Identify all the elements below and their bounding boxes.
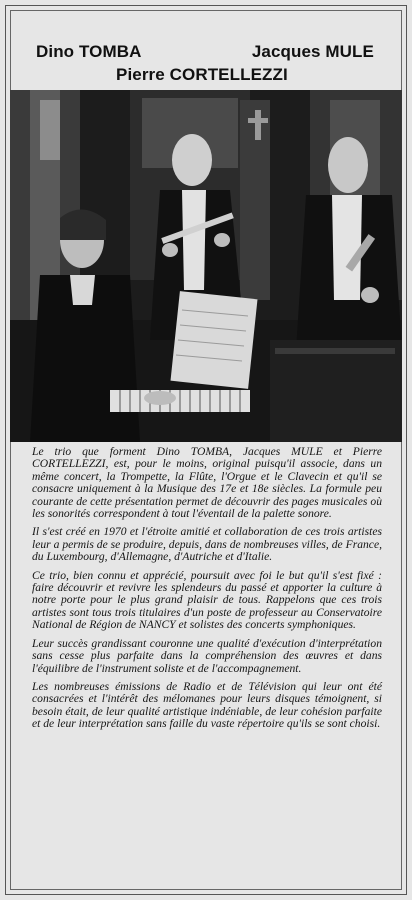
- name-jacques-mule: Jacques MULE: [251, 42, 374, 61]
- paragraph-2: Il s'est créé en 1970 et l'étroite amitié et collaboration de ces trois artistes leur a permis de se produire, depuis, dans de nombreuses villes, de France, du Luxembourg, d'Allemagne, d'Autriche et d'Italie.: [32, 525, 382, 564]
- trio-biography: [32, 446, 382, 737]
- paragraph-4: Leur succès grandissant couronne une qualité d'exécution d'interprétation sans cesse plus parfaite dans la compréhension des œuvres et dans l'équilibre de l'instrument soliste et de l'accompagnement.: [32, 636, 382, 675]
- paragraph-5: Les nombreuses émissions de Radio et de Télévision qui leur ont été consacrées et l'intérêt des mélomanes pour leurs disques témoignent, si besoin était, de leur qualité artistique indéniable, de leur cohésion parfaite et de leur interprétation sans faille du vaste répertoire qu'ils se sont choisi.: [32, 679, 382, 731]
- paragraph-3: Ce trio, bien connu et apprécié, poursuit avec foi le but qu'il s'est fixé : faire découvrir et revivre les splendeurs du passé et apporter la culture à notre porte pour le plus grand plaisir de tous. Rappelons que ces trois artistes sont tous trois titulaires d'un poste de professeur au Conservatoire National de Région de NANCY et solistes des concerts symphoniques.: [32, 568, 382, 632]
- trio-photograph: [10, 90, 402, 442]
- paragraph-1: Le trio que forment Dino TOMBA, Jacques MULE et Pierre CORTELLEZZI, est, pour le moins, original puisqu'il associe, dans un même concert, la Trompette, la Flûte, l'Orgue et le Clavecin et qu'il se consacre uniquement à la Musique des 17e et 18e siècles. La formule peu courante de cette présentation permet de découvrir des pages musicales où les sonorités correspondent à tout l'éventail de la palette sonore.: [32, 445, 382, 521]
- name-dino-tomba: Dino TOMBA: [36, 42, 142, 61]
- name-pierre-cortellezzi: Pierre CORTELLEZZI: [116, 65, 288, 84]
- performer-names: [18, 38, 394, 92]
